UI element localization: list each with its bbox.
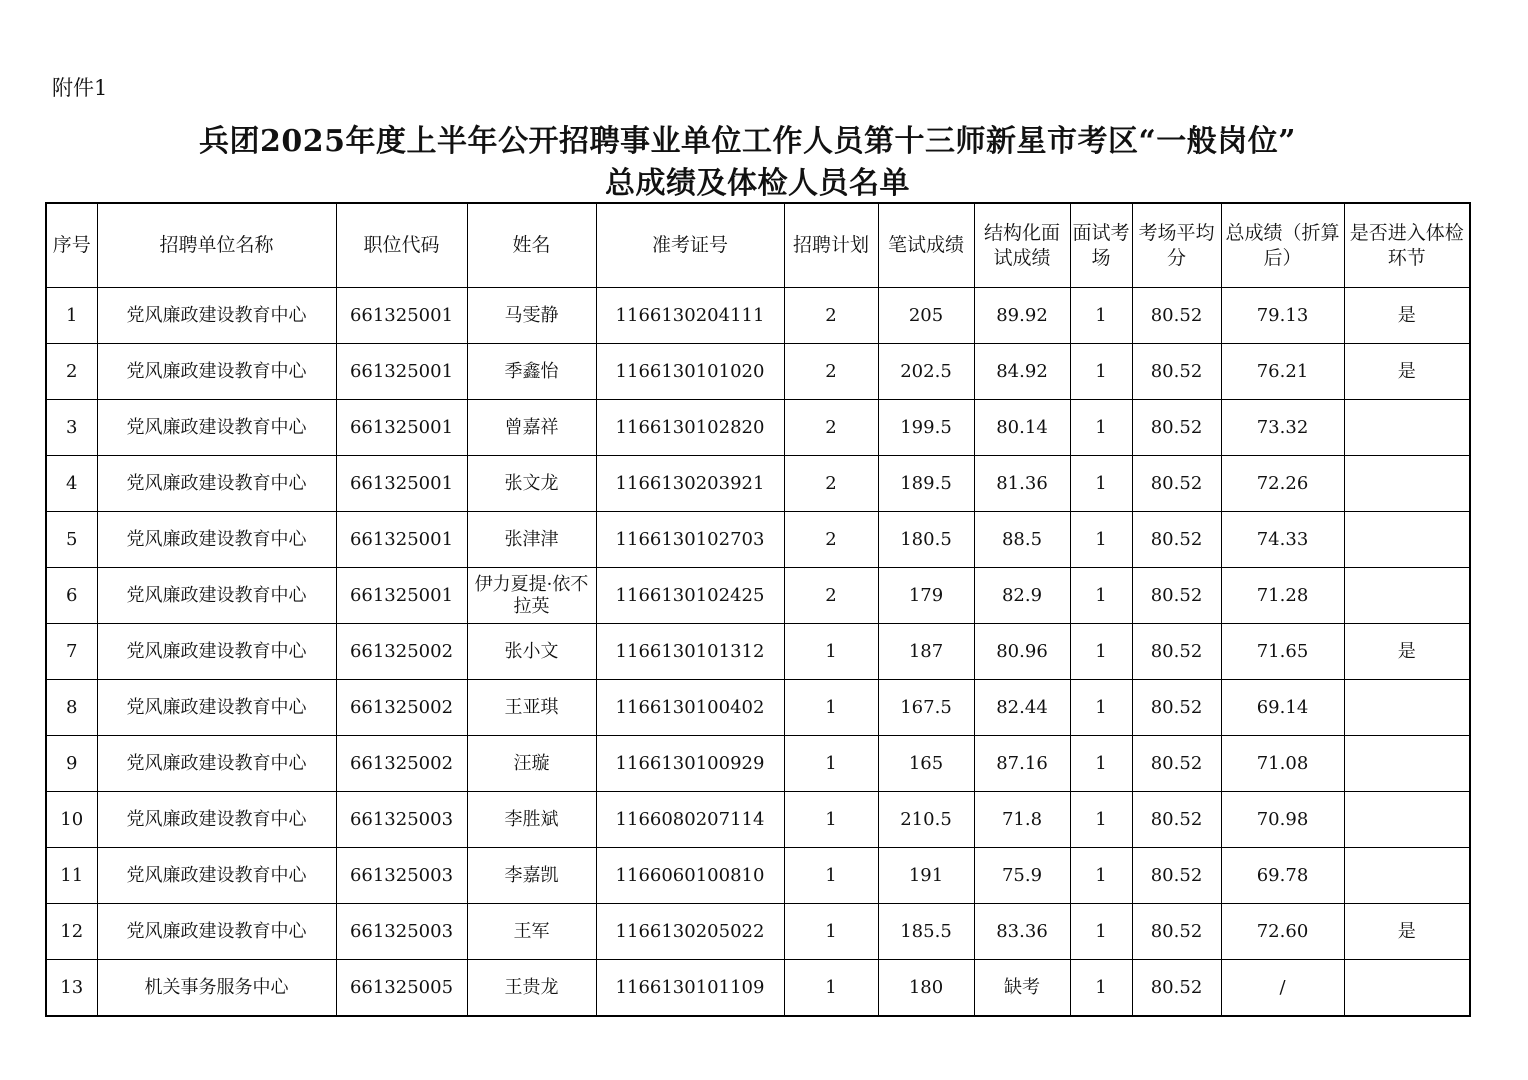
cell-unit-name: 机关事务服务中心 <box>97 960 336 1017</box>
cell-position-code: 661325005 <box>336 960 467 1017</box>
cell-interview-room: 1 <box>1070 456 1132 512</box>
cell-interview-room: 1 <box>1070 344 1132 400</box>
cell-position-code: 661325001 <box>336 568 467 624</box>
cell-physical-exam <box>1344 568 1470 624</box>
cell-exam-id: 1166130102820 <box>596 400 784 456</box>
table-row <box>46 736 1470 792</box>
cell-position-code: 661325001 <box>336 512 467 568</box>
cell-index: 10 <box>46 792 97 848</box>
cell-position-code: 661325002 <box>336 624 467 680</box>
cell-exam-id: 1166130102703 <box>596 512 784 568</box>
cell-room-average: 80.52 <box>1132 848 1221 904</box>
cell-total-score: 69.14 <box>1221 680 1344 736</box>
cell-unit-name: 党风廉政建设教育中心 <box>97 792 336 848</box>
cell-unit-name: 党风廉政建设教育中心 <box>97 288 336 344</box>
cell-interview-score: 缺考 <box>974 960 1070 1017</box>
cell-room-average: 80.52 <box>1132 736 1221 792</box>
table-row <box>46 568 1470 624</box>
cell-position-code: 661325003 <box>336 792 467 848</box>
table-row <box>46 904 1470 960</box>
table-row <box>46 456 1470 512</box>
cell-total-score: 73.32 <box>1221 400 1344 456</box>
cell-unit-name: 党风廉政建设教育中心 <box>97 736 336 792</box>
cell-interview-score: 81.36 <box>974 456 1070 512</box>
cell-name: 张小文 <box>467 624 596 680</box>
cell-name: 李嘉凯 <box>467 848 596 904</box>
header-total-score: 总成绩（折算后） <box>1221 203 1344 288</box>
cell-name: 马雯静 <box>467 288 596 344</box>
cell-name: 曾嘉祥 <box>467 400 596 456</box>
cell-name: 王贵龙 <box>467 960 596 1017</box>
cell-physical-exam: 是 <box>1344 344 1470 400</box>
document-title-line2: 总成绩及体检人员名单 <box>605 166 910 201</box>
cell-total-score: 71.28 <box>1221 568 1344 624</box>
results-table <box>45 202 1471 1017</box>
cell-physical-exam: 是 <box>1344 904 1470 960</box>
cell-interview-room: 1 <box>1070 848 1132 904</box>
cell-position-code: 661325001 <box>336 456 467 512</box>
cell-interview-room: 1 <box>1070 960 1132 1017</box>
table-row <box>46 792 1470 848</box>
cell-physical-exam <box>1344 792 1470 848</box>
cell-index: 9 <box>46 736 97 792</box>
cell-position-code: 661325001 <box>336 400 467 456</box>
cell-name: 张津津 <box>467 512 596 568</box>
cell-exam-id: 1166130100929 <box>596 736 784 792</box>
cell-interview-score: 82.44 <box>974 680 1070 736</box>
cell-interview-score: 75.9 <box>974 848 1070 904</box>
cell-interview-score: 89.92 <box>974 288 1070 344</box>
cell-unit-name: 党风廉政建设教育中心 <box>97 904 336 960</box>
cell-interview-room: 1 <box>1070 512 1132 568</box>
cell-interview-room: 1 <box>1070 680 1132 736</box>
cell-room-average: 80.52 <box>1132 624 1221 680</box>
cell-index: 8 <box>46 680 97 736</box>
header-unit-name: 招聘单位名称 <box>97 203 336 288</box>
cell-index: 4 <box>46 456 97 512</box>
cell-position-code: 661325003 <box>336 904 467 960</box>
cell-room-average: 80.52 <box>1132 400 1221 456</box>
cell-written-score: 165 <box>878 736 974 792</box>
cell-physical-exam <box>1344 736 1470 792</box>
cell-name: 汪璇 <box>467 736 596 792</box>
cell-room-average: 80.52 <box>1132 288 1221 344</box>
cell-position-code: 661325002 <box>336 736 467 792</box>
table-row <box>46 624 1470 680</box>
cell-recruit-plan: 1 <box>784 680 878 736</box>
cell-interview-room: 1 <box>1070 400 1132 456</box>
cell-exam-id: 1166130102425 <box>596 568 784 624</box>
cell-physical-exam <box>1344 680 1470 736</box>
cell-unit-name: 党风廉政建设教育中心 <box>97 624 336 680</box>
table-row <box>46 960 1470 1017</box>
cell-index: 1 <box>46 288 97 344</box>
cell-interview-room: 1 <box>1070 736 1132 792</box>
cell-interview-room: 1 <box>1070 904 1132 960</box>
header-interview-score: 结构化面试成绩 <box>974 203 1070 288</box>
cell-unit-name: 党风廉政建设教育中心 <box>97 512 336 568</box>
cell-total-score: 72.26 <box>1221 456 1344 512</box>
cell-interview-score: 82.9 <box>974 568 1070 624</box>
cell-total-score: 72.60 <box>1221 904 1344 960</box>
header-physical-exam: 是否进入体检环节 <box>1344 203 1470 288</box>
cell-room-average: 80.52 <box>1132 960 1221 1017</box>
cell-interview-room: 1 <box>1070 624 1132 680</box>
attachment-label: 附件1 <box>52 76 108 100</box>
cell-interview-score: 84.92 <box>974 344 1070 400</box>
cell-unit-name: 党风廉政建设教育中心 <box>97 680 336 736</box>
cell-interview-score: 71.8 <box>974 792 1070 848</box>
header-position-code: 职位代码 <box>336 203 467 288</box>
cell-room-average: 80.52 <box>1132 568 1221 624</box>
cell-physical-exam <box>1344 456 1470 512</box>
cell-room-average: 80.52 <box>1132 456 1221 512</box>
cell-index: 11 <box>46 848 97 904</box>
cell-exam-id: 1166130100402 <box>596 680 784 736</box>
cell-written-score: 179 <box>878 568 974 624</box>
cell-written-score: 205 <box>878 288 974 344</box>
cell-position-code: 661325001 <box>336 344 467 400</box>
cell-unit-name: 党风廉政建设教育中心 <box>97 568 336 624</box>
cell-physical-exam <box>1344 960 1470 1017</box>
cell-physical-exam <box>1344 512 1470 568</box>
cell-written-score: 191 <box>878 848 974 904</box>
cell-recruit-plan: 2 <box>784 344 878 400</box>
cell-total-score: 79.13 <box>1221 288 1344 344</box>
cell-physical-exam: 是 <box>1344 288 1470 344</box>
cell-recruit-plan: 1 <box>784 736 878 792</box>
cell-written-score: 210.5 <box>878 792 974 848</box>
table-row <box>46 680 1470 736</box>
cell-written-score: 202.5 <box>878 344 974 400</box>
header-interview-room: 面试考场 <box>1070 203 1132 288</box>
cell-room-average: 80.52 <box>1132 680 1221 736</box>
cell-recruit-plan: 1 <box>784 792 878 848</box>
cell-unit-name: 党风廉政建设教育中心 <box>97 848 336 904</box>
cell-name: 伊力夏提·依不拉英 <box>467 568 596 624</box>
cell-index: 5 <box>46 512 97 568</box>
header-recruit-plan: 招聘计划 <box>784 203 878 288</box>
cell-recruit-plan: 2 <box>784 400 878 456</box>
cell-total-score: 71.65 <box>1221 624 1344 680</box>
cell-total-score: 71.08 <box>1221 736 1344 792</box>
cell-room-average: 80.52 <box>1132 904 1221 960</box>
header-exam-id: 准考证号 <box>596 203 784 288</box>
cell-position-code: 661325003 <box>336 848 467 904</box>
header-index: 序号 <box>46 203 97 288</box>
cell-written-score: 189.5 <box>878 456 974 512</box>
cell-recruit-plan: 1 <box>784 904 878 960</box>
cell-index: 6 <box>46 568 97 624</box>
cell-recruit-plan: 1 <box>784 960 878 1017</box>
cell-physical-exam: 是 <box>1344 624 1470 680</box>
cell-interview-room: 1 <box>1070 568 1132 624</box>
cell-exam-id: 1166130101312 <box>596 624 784 680</box>
cell-exam-id: 1166130101109 <box>596 960 784 1017</box>
cell-written-score: 185.5 <box>878 904 974 960</box>
cell-total-score: 76.21 <box>1221 344 1344 400</box>
cell-exam-id: 1166130204111 <box>596 288 784 344</box>
cell-unit-name: 党风廉政建设教育中心 <box>97 400 336 456</box>
cell-position-code: 661325002 <box>336 680 467 736</box>
cell-index: 3 <box>46 400 97 456</box>
cell-written-score: 180.5 <box>878 512 974 568</box>
table-row <box>46 848 1470 904</box>
cell-position-code: 661325001 <box>336 288 467 344</box>
table-row <box>46 288 1470 344</box>
cell-interview-score: 88.5 <box>974 512 1070 568</box>
cell-name: 张文龙 <box>467 456 596 512</box>
cell-total-score: 70.98 <box>1221 792 1344 848</box>
cell-total-score: 69.78 <box>1221 848 1344 904</box>
cell-exam-id: 1166130101020 <box>596 344 784 400</box>
cell-room-average: 80.52 <box>1132 512 1221 568</box>
cell-recruit-plan: 1 <box>784 624 878 680</box>
table-header-row <box>46 203 1470 288</box>
cell-room-average: 80.52 <box>1132 344 1221 400</box>
cell-interview-score: 83.36 <box>974 904 1070 960</box>
table-row <box>46 344 1470 400</box>
cell-unit-name: 党风廉政建设教育中心 <box>97 456 336 512</box>
header-name: 姓名 <box>467 203 596 288</box>
table-row <box>46 400 1470 456</box>
cell-written-score: 167.5 <box>878 680 974 736</box>
cell-exam-id: 1166060100810 <box>596 848 784 904</box>
cell-physical-exam <box>1344 400 1470 456</box>
header-room-average: 考场平均分 <box>1132 203 1221 288</box>
cell-interview-room: 1 <box>1070 792 1132 848</box>
cell-interview-score: 87.16 <box>974 736 1070 792</box>
cell-index: 13 <box>46 960 97 1017</box>
cell-name: 王军 <box>467 904 596 960</box>
cell-written-score: 199.5 <box>878 400 974 456</box>
cell-index: 12 <box>46 904 97 960</box>
table-row <box>46 512 1470 568</box>
cell-name: 李胜斌 <box>467 792 596 848</box>
cell-recruit-plan: 2 <box>784 512 878 568</box>
cell-index: 2 <box>46 344 97 400</box>
cell-room-average: 80.52 <box>1132 792 1221 848</box>
cell-exam-id: 1166080207114 <box>596 792 784 848</box>
cell-written-score: 187 <box>878 624 974 680</box>
header-written-score: 笔试成绩 <box>878 203 974 288</box>
cell-total-score: 74.33 <box>1221 512 1344 568</box>
document-title-line1: 兵团2025年度上半年公开招聘事业单位工作人员第十三师新星市考区“一般岗位” <box>198 124 1296 159</box>
cell-name: 季鑫怡 <box>467 344 596 400</box>
cell-interview-score: 80.14 <box>974 400 1070 456</box>
cell-interview-room: 1 <box>1070 288 1132 344</box>
cell-total-score: / <box>1221 960 1344 1017</box>
cell-name: 王亚琪 <box>467 680 596 736</box>
cell-recruit-plan: 2 <box>784 568 878 624</box>
cell-unit-name: 党风廉政建设教育中心 <box>97 344 336 400</box>
cell-written-score: 180 <box>878 960 974 1017</box>
cell-interview-score: 80.96 <box>974 624 1070 680</box>
cell-recruit-plan: 1 <box>784 848 878 904</box>
cell-index: 7 <box>46 624 97 680</box>
cell-recruit-plan: 2 <box>784 456 878 512</box>
cell-recruit-plan: 2 <box>784 288 878 344</box>
cell-physical-exam <box>1344 848 1470 904</box>
cell-exam-id: 1166130205022 <box>596 904 784 960</box>
cell-exam-id: 1166130203921 <box>596 456 784 512</box>
